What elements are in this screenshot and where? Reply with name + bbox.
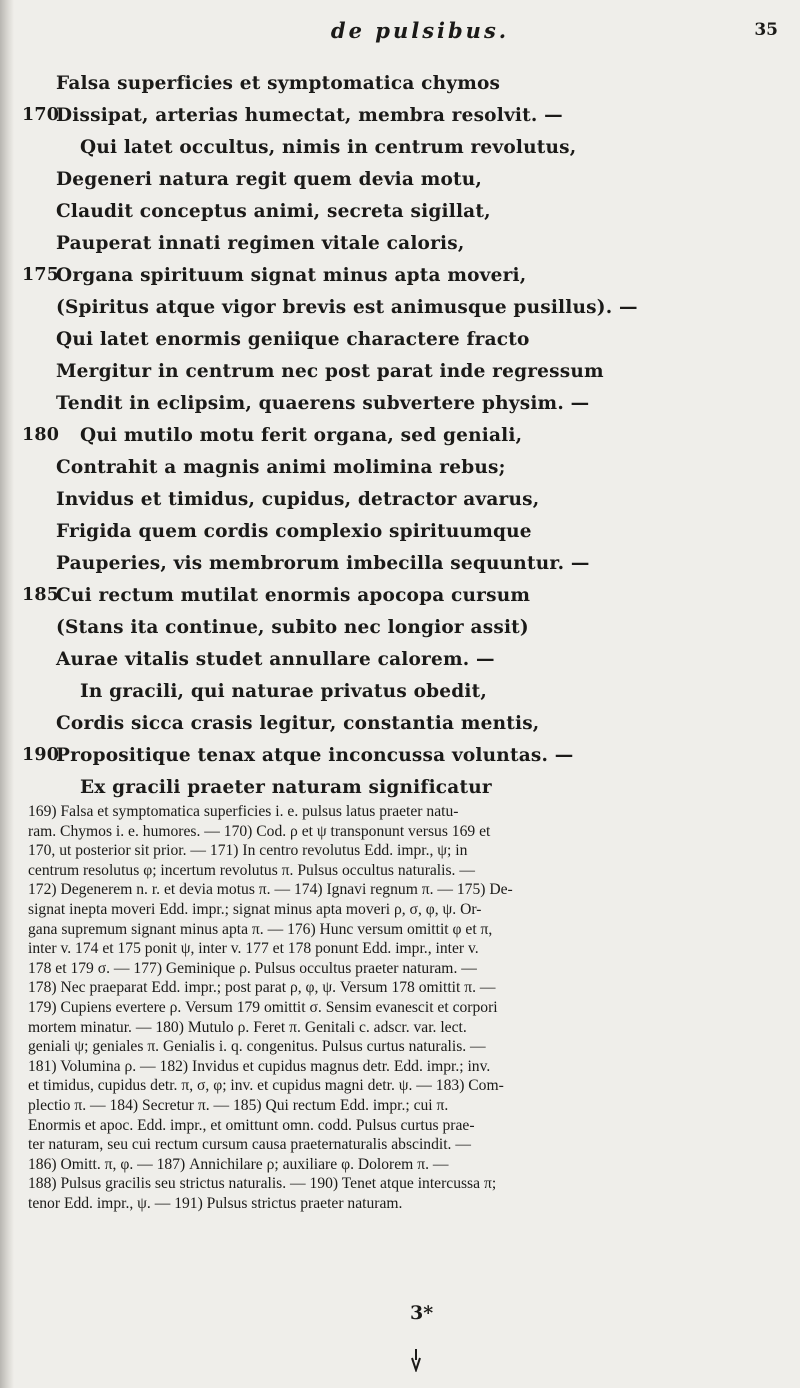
footnote-line: 178) Nec praeparat Edd. impr.; post parat ρ, φ, ψ. Versum 178 omittit π. — [28, 979, 496, 997]
footnote-line: centrum resolutus φ; incertum revolutus π. Pulsus occultus naturalis. — [28, 861, 475, 879]
verse-text: Qui latet occultus, nimis in centrum revolutus, [80, 137, 577, 158]
verse-text: Propositique tenax atque inconcussa voluntas. — [56, 745, 574, 766]
page-header [0, 18, 800, 58]
verse-number: 190 [22, 745, 60, 765]
verse-line [0, 425, 800, 457]
verse-text: Organa spirituum signat minus apta moveri, [56, 265, 527, 286]
verse-number: 185 [22, 585, 60, 605]
verse-line [0, 169, 800, 201]
verse-text: Qui latet enormis geniique charactere fracto [56, 329, 530, 350]
footnote-line: et timidus, cupidus detr. π, σ, φ; inv. et cupidus magni detr. ψ. — 183) Com- [28, 1077, 504, 1095]
verse-line [0, 681, 800, 713]
verse-line [0, 457, 800, 489]
verse-text: Pauperat innati regimen vitale caloris, [56, 233, 465, 254]
verse-line [0, 617, 800, 649]
tail-ornament-icon [410, 1348, 422, 1372]
verse-line [0, 361, 800, 393]
signature-mark: 3* [410, 1302, 434, 1324]
verse-line [0, 521, 800, 553]
footnote-line: mortem minatur. — 180) Mutulo ρ. Feret π. Genitali c. adscr. var. lect. [28, 1018, 467, 1036]
verse-text: Dissipat, arterias humectat, membra resolvit. — [56, 105, 563, 126]
verse-line [0, 233, 800, 265]
page-number: 35 [754, 20, 778, 40]
verse-number: 175 [22, 265, 60, 285]
verse-line [0, 393, 800, 425]
footnote-line: 170, ut posterior sit prior. — 171) In centro revolutus Edd. impr., ψ; in [28, 842, 468, 860]
footnote-line: 172) Degenerem n. r. et devia motus π. — 174) Ignavi regnum π. — 175) De- [28, 881, 513, 899]
verse-line [0, 73, 800, 105]
verse-number: 170 [22, 105, 60, 125]
verse-line [0, 201, 800, 233]
verse-text: Mergitur in centrum nec post parat inde regressum [56, 361, 604, 382]
verse-text: Ex gracili praeter naturam significatur [80, 777, 492, 798]
verse-number: 180 [22, 425, 60, 445]
verse-text: Frigida quem cordis complexio spirituumque [56, 521, 532, 542]
footnote-line: ram. Chymos i. e. humores. — 170) Cod. ρ et ψ transponunt versus 169 et [28, 822, 491, 840]
footnote-line: ter naturam, seu cui rectum cursum causa praeternaturalis abscindit. — [28, 1136, 471, 1154]
footnote-line: gana supremum signant minus apta π. — 176) Hunc versum omittit φ et π, [28, 920, 493, 938]
footnote-line: inter v. 174 et 175 ponit ψ, inter v. 177 et 178 ponunt Edd. impr., inter v. [28, 940, 479, 958]
footnote-line: plectio π. — 184) Secretur π. — 185) Qui rectum Edd. impr.; cui π. [28, 1096, 449, 1114]
verse-line [0, 745, 800, 777]
verse-line [0, 297, 800, 329]
footnote-line: 178 et 179 σ. — 177) Geminique ρ. Pulsus occultus praeter naturam. — [28, 959, 477, 977]
footnote-line: 186) Omitt. π, φ. — 187) Annichilare ρ; auxiliare φ. Dolorem π. — [28, 1155, 449, 1173]
verse-text: Degeneri natura regit quem devia motu, [56, 169, 483, 190]
verse-text: (Spiritus atque vigor brevis est animusque pusillus). — [56, 297, 638, 318]
verse-text: Claudit conceptus animi, secreta sigillat, [56, 201, 491, 222]
verse-text: Qui mutilo motu ferit organa, sed geniali, [80, 425, 523, 446]
verse-text: (Stans ita continue, subito nec longior assit) [56, 617, 529, 638]
footnote-line: Enormis et apoc. Edd. impr., et omittunt omn. codd. Pulsus curtus prae- [28, 1116, 475, 1134]
verse-text: Contrahit a magnis animi molimina rebus; [56, 457, 506, 478]
footnote-line: 188) Pulsus gracilis seu strictus naturalis. — 190) Tenet atque intercussa π; [28, 1175, 497, 1193]
footnote-line: 181) Volumina ρ. — 182) Invidus et cupidus magnus detr. Edd. impr.; inv. [28, 1057, 491, 1075]
verse-line [0, 713, 800, 745]
verse-text: Tendit in eclipsim, quaerens subvertere physim. — [56, 393, 590, 414]
verse-text: Falsa superficies et symptomatica chymos [56, 73, 501, 94]
footnote-line: geniali ψ; geniales π. Genialis i. q. congenitus. Pulsus curtus naturalis. — [28, 1038, 486, 1056]
footnotes [28, 802, 790, 1213]
verse-line [0, 553, 800, 585]
verse-text: In gracili, qui naturae privatus obedit, [80, 681, 487, 702]
verse-text: Invidus et timidus, cupidus, detractor avarus, [56, 489, 540, 510]
verse-line [0, 329, 800, 361]
verse-line [0, 105, 800, 137]
verse-text: Cordis sicca crasis legitur, constantia mentis, [56, 713, 540, 734]
verse-line [0, 489, 800, 521]
footnote-line: signat inepta moveri Edd. impr.; signat minus apta moveri ρ, σ, φ, ψ. Or- [28, 900, 482, 918]
verse-line [0, 649, 800, 681]
verse-line [0, 137, 800, 169]
verse-text: Aurae vitalis studet annullare calorem. — [56, 649, 495, 670]
footnote-line: 169) Falsa et symptomatica superficies i. e. pulsus latus praeter natu- [28, 803, 459, 820]
printer-mark [410, 1348, 422, 1377]
verse-line [0, 585, 800, 617]
verse-line [0, 265, 800, 297]
poem-text [0, 73, 800, 809]
verse-text: Cui rectum mutilat enormis apocopa cursum [56, 585, 531, 606]
running-title: de pulsibus. [330, 18, 510, 43]
footnote-line: 179) Cupiens evertere ρ. Versum 179 omittit σ. Sensim evanescit et corpori [28, 998, 498, 1016]
footnote-line: tenor Edd. impr., ψ. — 191) Pulsus strictus praeter naturam. [28, 1194, 403, 1212]
verse-text: Pauperies, vis membrorum imbecilla sequuntur. — [56, 553, 590, 574]
